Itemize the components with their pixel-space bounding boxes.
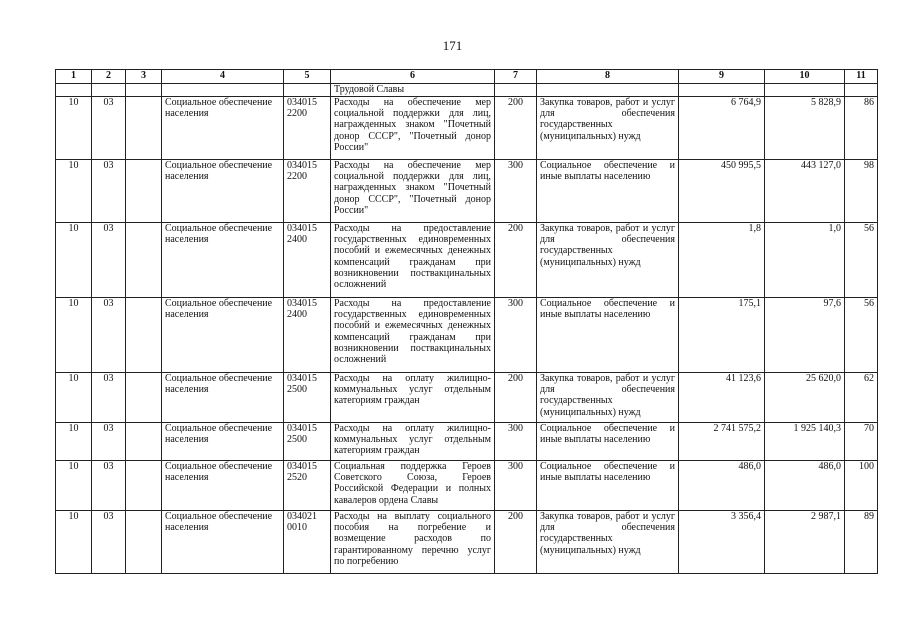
subsection-name: Социальное обеспечение населения	[162, 511, 284, 574]
expense-type-name: Социальное обеспечение и иные выплаты населению	[537, 423, 679, 461]
page-number: 171	[442, 38, 463, 53]
planned-amount: 2 741 575,2	[679, 423, 765, 461]
table-row	[56, 423, 878, 461]
col-header: 3	[126, 70, 162, 84]
subsection-code: 03	[92, 511, 126, 574]
target-article-code: 034015 2500	[284, 423, 331, 461]
subsection-code: 03	[92, 373, 126, 423]
expense-type-name: Закупка товаров, работ и услуг для обеспечения государственных (муниципальных) нужд	[537, 223, 679, 298]
expense-description: Расходы на оплату жилищно-коммунальных услуг отдельным категориям граждан	[331, 373, 495, 423]
section-code: 10	[56, 373, 92, 423]
expense-description: Расходы на оплату жилищно-коммунальных услуг отдельным категориям граждан	[331, 423, 495, 461]
subsection-name: Социальное обеспечение населения	[162, 223, 284, 298]
planned-amount: 6 764,9	[679, 97, 765, 160]
target-article-code: 034021 0010	[284, 511, 331, 574]
section-code: 10	[56, 423, 92, 461]
table-row	[56, 223, 878, 298]
table-row	[56, 461, 878, 511]
col-header: 9	[679, 70, 765, 84]
section-code: 10	[56, 97, 92, 160]
execution-percent: 56	[845, 223, 878, 298]
continuation-text: Трудовой Славы	[331, 84, 495, 97]
expense-type-code: 300	[495, 298, 537, 373]
target-article-code: 034015 2500	[284, 373, 331, 423]
subsection-code: 03	[92, 298, 126, 373]
col-header: 1	[56, 70, 92, 84]
actual-amount: 2 987,1	[765, 511, 845, 574]
execution-percent: 89	[845, 511, 878, 574]
table-row	[56, 298, 878, 373]
expense-description: Расходы на предоставление государственных единовременных пособий и ежемесячных денежных компенсаций гражданам при возникновении поствакцинальных осложнений	[331, 223, 495, 298]
execution-percent: 86	[845, 97, 878, 160]
section-code: 10	[56, 160, 92, 223]
expense-type-code: 200	[495, 511, 537, 574]
subsection-name: Социальное обеспечение населения	[162, 461, 284, 511]
expense-type-name: Социальное обеспечение и иные выплаты населению	[537, 298, 679, 373]
expense-type-name: Закупка товаров, работ и услуг для обеспечения государственных (муниципальных) нужд	[537, 511, 679, 574]
target-article-code: 034015 2520	[284, 461, 331, 511]
expense-type-code: 300	[495, 423, 537, 461]
subsection-code: 03	[92, 223, 126, 298]
col-header: 10	[765, 70, 845, 84]
actual-amount: 1,0	[765, 223, 845, 298]
table-row	[56, 373, 878, 423]
planned-amount: 41 123,6	[679, 373, 765, 423]
execution-percent: 62	[845, 373, 878, 423]
execution-percent: 70	[845, 423, 878, 461]
actual-amount: 1 925 140,3	[765, 423, 845, 461]
section-code: 10	[56, 223, 92, 298]
planned-amount: 3 356,4	[679, 511, 765, 574]
col-header: 11	[845, 70, 878, 84]
subsection-name: Социальное обеспечение населения	[162, 373, 284, 423]
col-header: 5	[284, 70, 331, 84]
section-code: 10	[56, 298, 92, 373]
subsection-name: Социальное обеспечение населения	[162, 160, 284, 223]
expense-type-name: Социальное обеспечение и иные выплаты населению	[537, 461, 679, 511]
expense-type-name: Закупка товаров, работ и услуг для обеспечения государственных (муниципальных) нужд	[537, 97, 679, 160]
target-article-code: 034015 2400	[284, 298, 331, 373]
actual-amount: 25 620,0	[765, 373, 845, 423]
col-header: 6	[331, 70, 495, 84]
col-header: 7	[495, 70, 537, 84]
expense-type-code: 300	[495, 160, 537, 223]
section-code: 10	[56, 461, 92, 511]
continuation-row	[56, 84, 878, 97]
table-row	[56, 160, 878, 223]
table-row	[56, 511, 878, 574]
expense-description: Расходы на обеспечение мер социальной поддержки для лиц, награжденных знаком "Почетный донор СССР", "Почетный донор России"	[331, 97, 495, 160]
expense-type-code: 300	[495, 461, 537, 511]
expense-description: Социальная поддержка Героев Советского Союза, Героев Российской Федерации и полных кавалеров ордена Славы	[331, 461, 495, 511]
col-header: 8	[537, 70, 679, 84]
expense-type-code: 200	[495, 223, 537, 298]
col-header: 4	[162, 70, 284, 84]
actual-amount: 5 828,9	[765, 97, 845, 160]
expense-description: Расходы на выплату социального пособия на погребение и возмещение расходов по гарантированному перечню услуг по погребению	[331, 511, 495, 574]
budget-table	[55, 69, 878, 574]
subsection-code: 03	[92, 160, 126, 223]
actual-amount: 486,0	[765, 461, 845, 511]
expense-description: Расходы на обеспечение мер социальной поддержки для лиц, награжденных знаком "Почетный донор СССР", "Почетный донор России"	[331, 160, 495, 223]
target-article-code: 034015 2200	[284, 160, 331, 223]
col-header: 2	[92, 70, 126, 84]
subsection-name: Социальное обеспечение населения	[162, 423, 284, 461]
target-article-code: 034015 2200	[284, 97, 331, 160]
target-article-code: 034015 2400	[284, 223, 331, 298]
planned-amount: 486,0	[679, 461, 765, 511]
expense-type-code: 200	[495, 373, 537, 423]
subsection-code: 03	[92, 97, 126, 160]
expense-description: Расходы на предоставление государственных единовременных пособий и ежемесячных денежных компенсаций гражданам при возникновении поствакцинальных осложнений	[331, 298, 495, 373]
subsection-name: Социальное обеспечение населения	[162, 298, 284, 373]
expense-type-name: Закупка товаров, работ и услуг для обеспечения государственных (муниципальных) нужд	[537, 373, 679, 423]
expense-type-code: 200	[495, 97, 537, 160]
execution-percent: 100	[845, 461, 878, 511]
section-code: 10	[56, 511, 92, 574]
table-row	[56, 97, 878, 160]
planned-amount: 1,8	[679, 223, 765, 298]
subsection-name: Социальное обеспечение населения	[162, 97, 284, 160]
execution-percent: 98	[845, 160, 878, 223]
actual-amount: 443 127,0	[765, 160, 845, 223]
subsection-code: 03	[92, 423, 126, 461]
planned-amount: 450 995,5	[679, 160, 765, 223]
execution-percent: 56	[845, 298, 878, 373]
planned-amount: 175,1	[679, 298, 765, 373]
actual-amount: 97,6	[765, 298, 845, 373]
subsection-code: 03	[92, 461, 126, 511]
header-row	[56, 70, 878, 84]
expense-type-name: Социальное обеспечение и иные выплаты населению	[537, 160, 679, 223]
